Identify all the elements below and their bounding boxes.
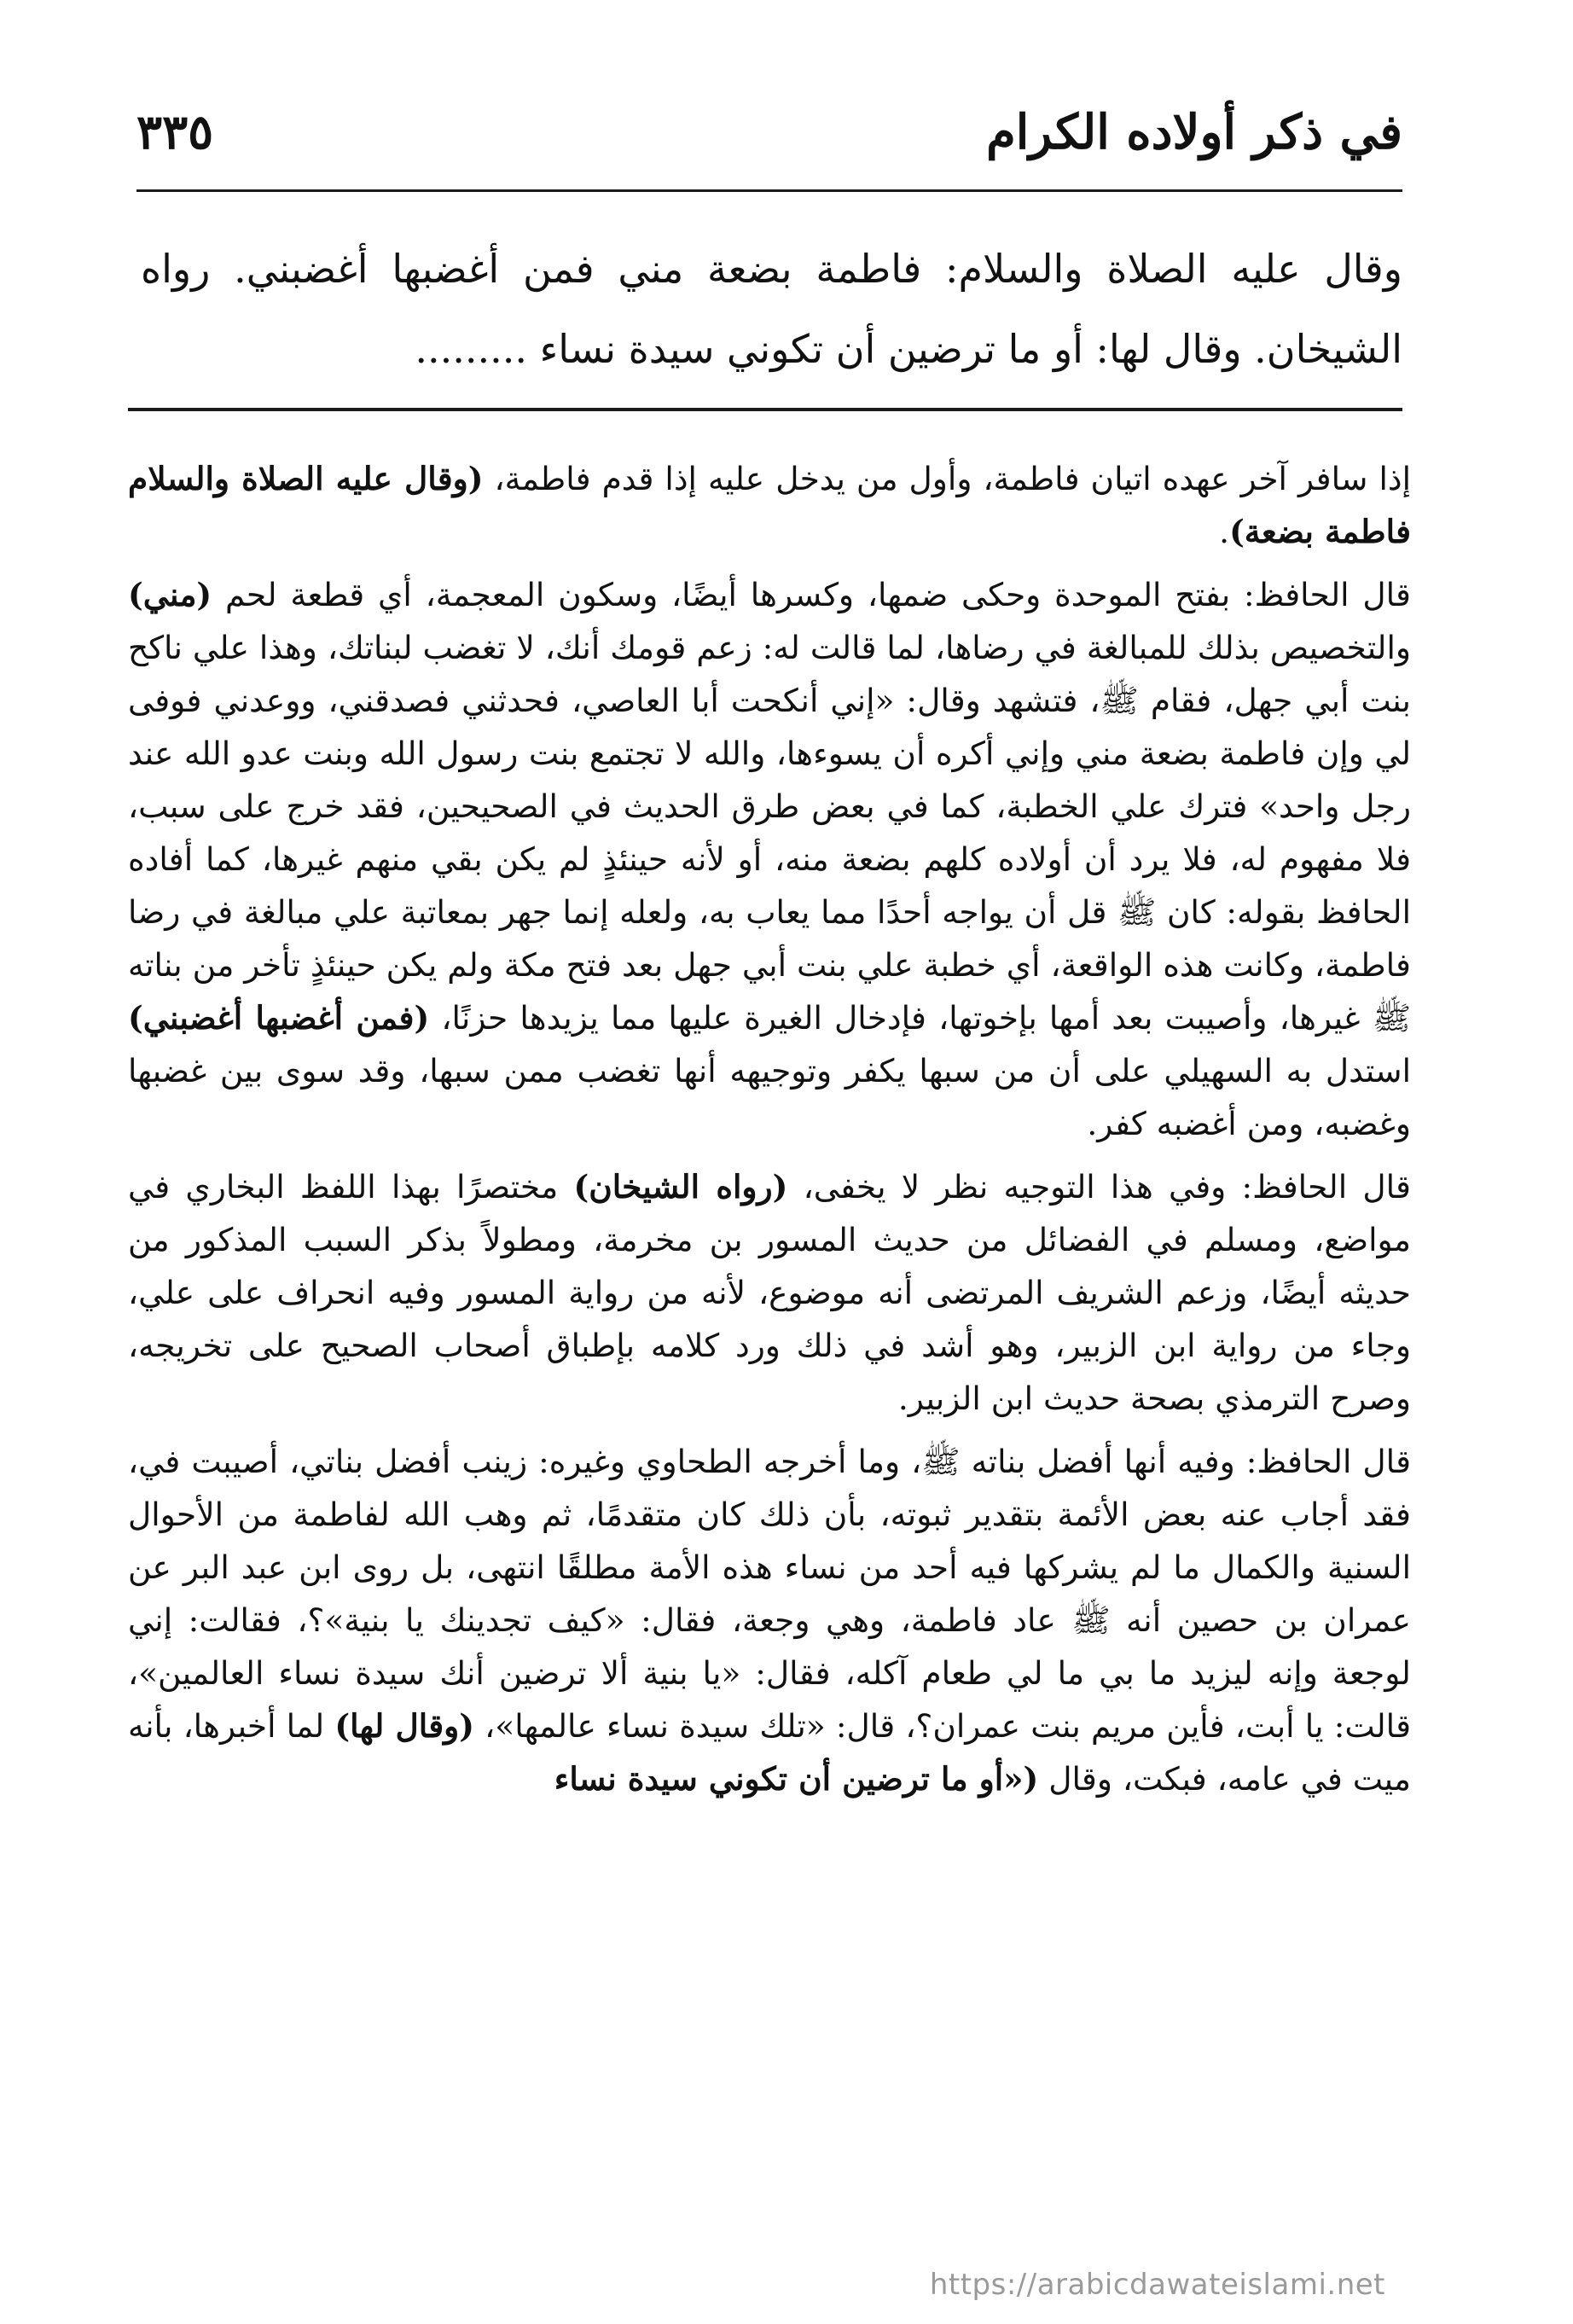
text-segment: مختصرًا بهذا اللفظ البخاري في مواضع، ومسلم في الفضائل من حديث المسور بن مخرمة، ومطولاً بذكر السبب المذكور من حديثه أيضًا، وزعم الشريف المرتضى أنه موضوع، لأنه من رواية المسور وفيه انحراف على علي، وجاء من رواية ابن الزبير، وهو أشد في ذلك ورد كلامه بإطباق أصحاب الصحيح على تخريجه، وصرح الترمذي بصحة حديث ابن الزبير. [128, 1168, 1411, 1417]
matn-separator-rule [128, 408, 1402, 411]
text-segment: قال الحافظ: وفي هذا التوجيه نظر لا يخفى، [787, 1168, 1411, 1206]
quoted-matn-segment: (وقال عليه الصلاة والسلام فاطمة بضعة) [128, 460, 1411, 550]
commentary-paragraph [128, 1160, 1411, 1425]
quoted-matn-segment: (وقال لها) [334, 1707, 474, 1745]
quoted-matn-segment: (رواه الشيخان) [573, 1168, 788, 1206]
page-number: ٣٣٥ [136, 104, 214, 160]
commentary-body [128, 452, 1411, 1816]
running-title: في ذكر أولاده الكرام [986, 104, 1402, 160]
text-segment: قال الحافظ: بفتح الموحدة وحكى ضمها، وكسرها أيضًا، وسكون المعجمة، أي قطعة لحم [212, 576, 1411, 613]
commentary-paragraph [128, 1435, 1411, 1805]
header-rule [136, 189, 1402, 192]
text-segment: استدل به السهيلي على أن من سبها يكفر وتوجيهه أنها تغضب ممن سبها، وقد سوى بين غضبها وغضبه، ومن أغضبه كفر. [128, 1052, 1411, 1142]
quoted-matn-segment: (فمن أغضبها أغضبني) [128, 999, 430, 1037]
text-segment: لما أخبرها، بأنه ميت في عامه، فبكت، وقال [128, 1707, 1411, 1798]
text-segment: والتخصيص بذلك للمبالغة في رضاها، لما قالت له: زعم قومك أنك، لا تغضب لبناتك، وهذا علي ناكح بنت أبي جهل، فقام ﷺ، فتشهد وقال: «إني أنكحت أبا العاصي، فحدثني فصدقني، ووعدني فوفى لي وإن فاطمة بضعة مني وإني أكره أن يسوءها، والله لا تجتمع بنت رسول الله وبنت عدو الله عند رجل واحد» فترك علي الخطبة، كما في بعض طرق الحديث في الصحيحين، فقد خرج على سبب، فلا مفهوم له، فلا يرد أن أولاده كلهم بضعة منه، أو لأنه حينئذٍ لم يكن بقي منهم غيرها، كما أفاده الحافظ بقوله: كان ﷺ قل أن يواجه أحدًا مما يعاب به، ولعله إنما جهر بمعاتبة علي مبالغة في رضا فاطمة، وكانت هذه الواقعة، أي خطبة علي بنت أبي جهل بعد فتح مكة ولم يكن حينئذٍ تأخر من بناته ﷺ غيرها، وأصيبت بعد أمها بإخوتها، فإدخال الغيرة عليها مما يزيدها حزنًا، [128, 629, 1411, 1037]
watermark-url: https://arabicdawateislami.net [929, 2268, 1385, 2302]
text-segment: قال الحافظ: وفيه أنها أفضل بناته ﷺ، وما أخرجه الطحاوي وغيره: زينب أفضل بناتي، أصيبت في، فقد أجاب عنه بعض الأئمة بتقدير ثبوته، بأن ذلك كان متقدمًا، ثم وهب الله لفاطمة من الأحوال السنية والكمال ما لم يشركها فيه أحد من نساء هذه الأمة مطلقًا انتهى، بل روى ابن عبد البر عن عمران بن حصين أنه ﷺ عاد فاطمة، وهي وجعة، فقال: «كيف تجدينك يا بنية»؟، فقالت: إني لوجعة وإنه ليزيد ما بي ما لي طعام آكله، فقال: «يا بنية ألا ترضين أنك سيدة نساء العالمين»، قالت: يا أبت، فأين مريم بنت عمران؟، قال: «تلك سيدة نساء عالمها»، [128, 1443, 1412, 1745]
running-header [136, 94, 1402, 171]
quoted-matn-segment: («أو ما ترضين أن تكوني سيدة نساء [554, 1760, 1039, 1798]
quoted-matn-segment: (مني) [128, 576, 212, 613]
text-segment: . [1219, 513, 1230, 550]
commentary-paragraph [128, 452, 1411, 558]
commentary-paragraph [128, 568, 1411, 1150]
matn-text: وقال عليه الصلاة والسلام: فاطمة بضعة مني فمن أغضبها أغضبني. رواه الشيخان. وقال لها: أو ما ترضين أن تكوني سيدة نساء ......... [141, 246, 1402, 372]
text-segment: إذا سافر آخر عهده اتيان فاطمة، وأول من يدخل عليه إذا قدم فاطمة، [483, 460, 1411, 497]
